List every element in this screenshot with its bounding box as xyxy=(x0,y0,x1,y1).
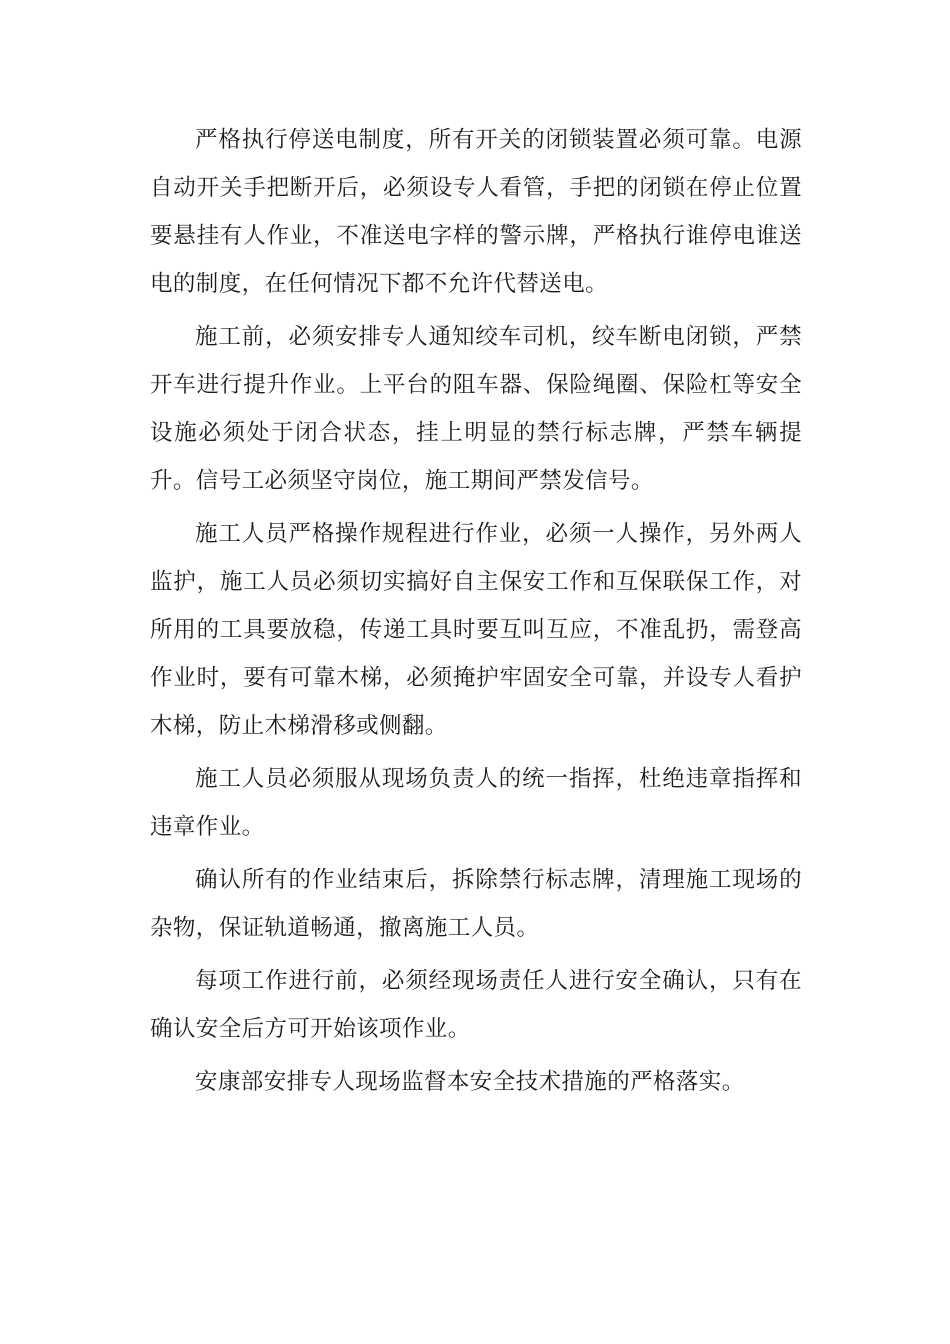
paragraph-site-cleanup: 确认所有的作业结束后，拆除禁行标志牌，清理施工现场的杂物，保证轨道畅通，撤离施工人员。 xyxy=(150,867,802,941)
paragraph-safety-confirmation: 每项工作进行前，必须经现场责任人进行安全确认，只有在确认安全后方可开始该项作业。 xyxy=(150,968,802,1042)
paragraph-winch-notice: 施工前，必须安排专人通知绞车司机，绞车断电闭锁，严禁开车进行提升作业。上平台的阻车器、保险绳圈、保险杠等安全设施必须处于闭合状态，挂上明显的禁行标志牌，严禁车辆提升。信号工必须坚守岗位，施工期间严禁发信号。 xyxy=(150,324,802,494)
paragraph-power-lockout: 严格执行停送电制度，所有开关的闭锁装置必须可靠。电源自动开关手把断开后，必须设专人看管，手把的闭锁在停止位置要悬挂有人作业，不准送电字样的警示牌，严格执行谁停电谁送电的制度，在任何情况下都不允许代替送电。 xyxy=(150,127,802,297)
document-page xyxy=(150,116,802,1111)
paragraph-command-obedience: 施工人员必须服从现场负责人的统一指挥，杜绝违章指挥和违章作业。 xyxy=(150,766,802,840)
paragraph-operation-rules: 施工人员严格操作规程进行作业，必须一人操作，另外两人监护，施工人员必须切实搞好自主保安工作和互保联保工作，对所用的工具要放稳，传递工具时要互叫互应，不准乱扔，需登高作业时，要有可靠木梯，必须掩护牢固安全可靠，并设专人看护木梯，防止木梯滑移或侧翻。 xyxy=(150,521,802,739)
paragraph-supervision: 安康部安排专人现场监督本安全技术措施的严格落实。 xyxy=(195,1069,745,1095)
